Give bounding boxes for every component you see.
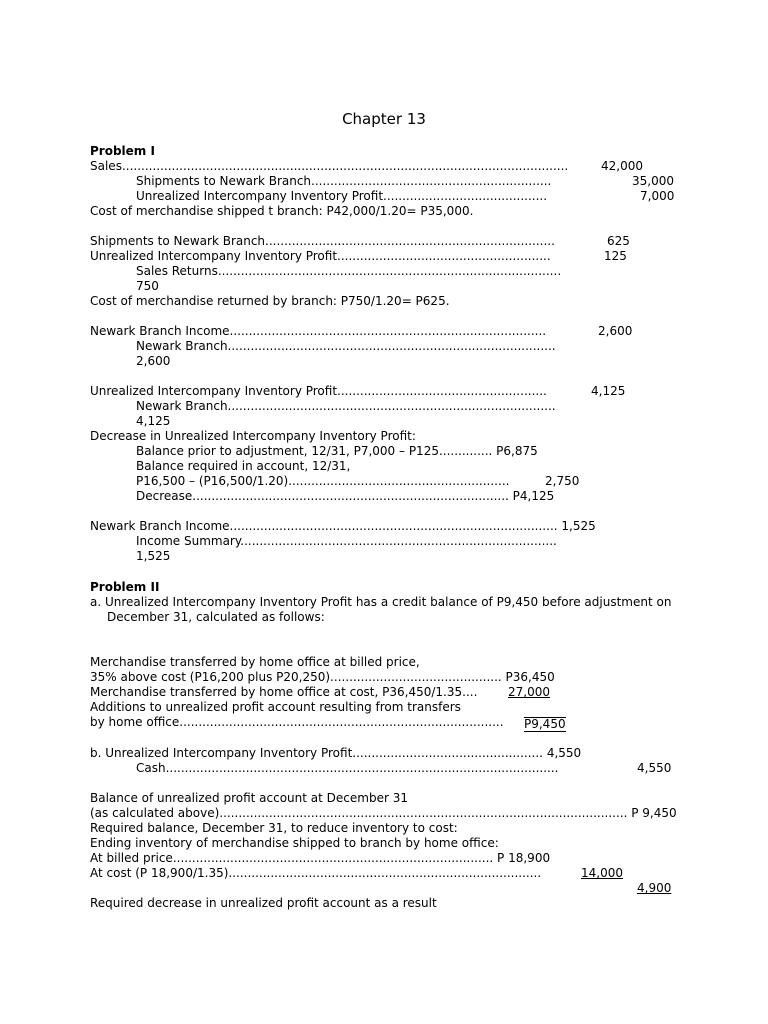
explanation-line: P16,500 – (P16,500/1.20).......................................................... (136, 474, 510, 488)
entry-line: Income Summary................................................................................... (136, 534, 557, 548)
entry-line: Sales Returns.......................................................................................... (136, 264, 562, 278)
entry-line: Unrealized Intercompany Inventory Profit........................................................ (90, 249, 551, 263)
entry-line: Cash....................................................................................................... (136, 761, 559, 775)
calc-line: Required decrease in unrealized profit account as a result (90, 896, 437, 910)
entry-amount: 2,600 (598, 324, 633, 338)
entry-amount: 4,125 (591, 384, 626, 398)
entry-amount: 4,125 (136, 414, 171, 428)
entry-line: Unrealized Intercompany Inventory Profit........................................... (136, 189, 548, 203)
entry-amount: 625 (607, 234, 630, 248)
calc-line: At cost (P 18,900/1.35).................................................................................. (90, 866, 542, 880)
calc-line: 35% above cost (P16,200 plus P20,250)............................................. P36,450 (90, 670, 555, 684)
entry-line: Newark Branch...................................................................................... (136, 339, 556, 353)
entry-line: Shipments to Newark Branch............................................................... (136, 174, 552, 188)
calc-line: Merchandise transferred by home office at cost, P36,450/1.35.... (90, 685, 478, 699)
entry-amount: 2,750 (545, 474, 580, 488)
calc-line: Balance of unrealized profit account at December 31 (90, 791, 408, 805)
explanation-line: Balance prior to adjustment, 12/31, P7,000 – P125.............. P6,875 (136, 444, 538, 458)
explanation-line: a. Unrealized Intercompany Inventory Profit has a credit balance of P9,450 before adjustment on (90, 595, 672, 609)
explanation-line: Cost of merchandise shipped t branch: P42,000/1.20= P35,000. (90, 204, 474, 218)
entry-amount: 42,000 (601, 159, 643, 173)
entry-line: Shipments to Newark Branch............................................................................ (90, 234, 555, 248)
calc-line: Merchandise transferred by home office at billed price, (90, 655, 420, 669)
entry-line: Sales..................................................................................................................... (90, 159, 569, 173)
problem-2-heading: Problem II (90, 580, 160, 594)
entry-amount: 1,525 (136, 549, 171, 563)
entry-line: Newark Branch Income...................................................................................... 1,525 (90, 519, 596, 533)
explanation-line: Cost of merchandise returned by branch: P750/1.20= P625. (90, 294, 450, 308)
calc-line: (as calculated above)........................................................................................................... P 9,450 (90, 806, 677, 820)
explanation-line: Balance required in account, 12/31, (136, 459, 351, 473)
calc-line: At billed price.................................................................................... P 18,900 (90, 851, 551, 865)
entry-line: Newark Branch...................................................................................... (136, 399, 556, 413)
calc-amount: 27,000 (508, 685, 550, 699)
entry-amount: 125 (604, 249, 627, 263)
entry-line: b. Unrealized Intercompany Inventory Profit.................................................. 4,550 (90, 746, 582, 760)
explanation-line: Decrease in Unrealized Intercompany Inventory Profit: (90, 429, 416, 443)
calc-total-amount: P9,450 (524, 717, 566, 731)
entry-line: Unrealized Intercompany Inventory Profit....................................................... (90, 384, 547, 398)
entry-line: Newark Branch Income................................................................................... (90, 324, 547, 338)
entry-amount: 7,000 (640, 189, 675, 203)
entry-amount: 35,000 (632, 174, 674, 188)
calc-line: Additions to unrealized profit account resulting from transfers (90, 700, 461, 714)
page-title: Chapter 13 (342, 110, 426, 128)
explanation-line: December 31, calculated as follows: (107, 610, 325, 624)
entry-amount: 2,600 (136, 354, 171, 368)
calc-line: by home office..................................................................................... (90, 715, 504, 729)
entry-amount: 750 (136, 279, 159, 293)
problem-1-heading: Problem I (90, 144, 155, 158)
calc-line: Ending inventory of merchandise shipped to branch by home office: (90, 836, 499, 850)
calc-amount: 4,900 (637, 881, 672, 895)
calc-line: Required balance, December 31, to reduce inventory to cost: (90, 821, 458, 835)
calc-amount: 14,000 (581, 866, 623, 880)
entry-amount: 4,550 (637, 761, 672, 775)
explanation-line: Decrease................................................................................... P4,125 (136, 489, 555, 503)
